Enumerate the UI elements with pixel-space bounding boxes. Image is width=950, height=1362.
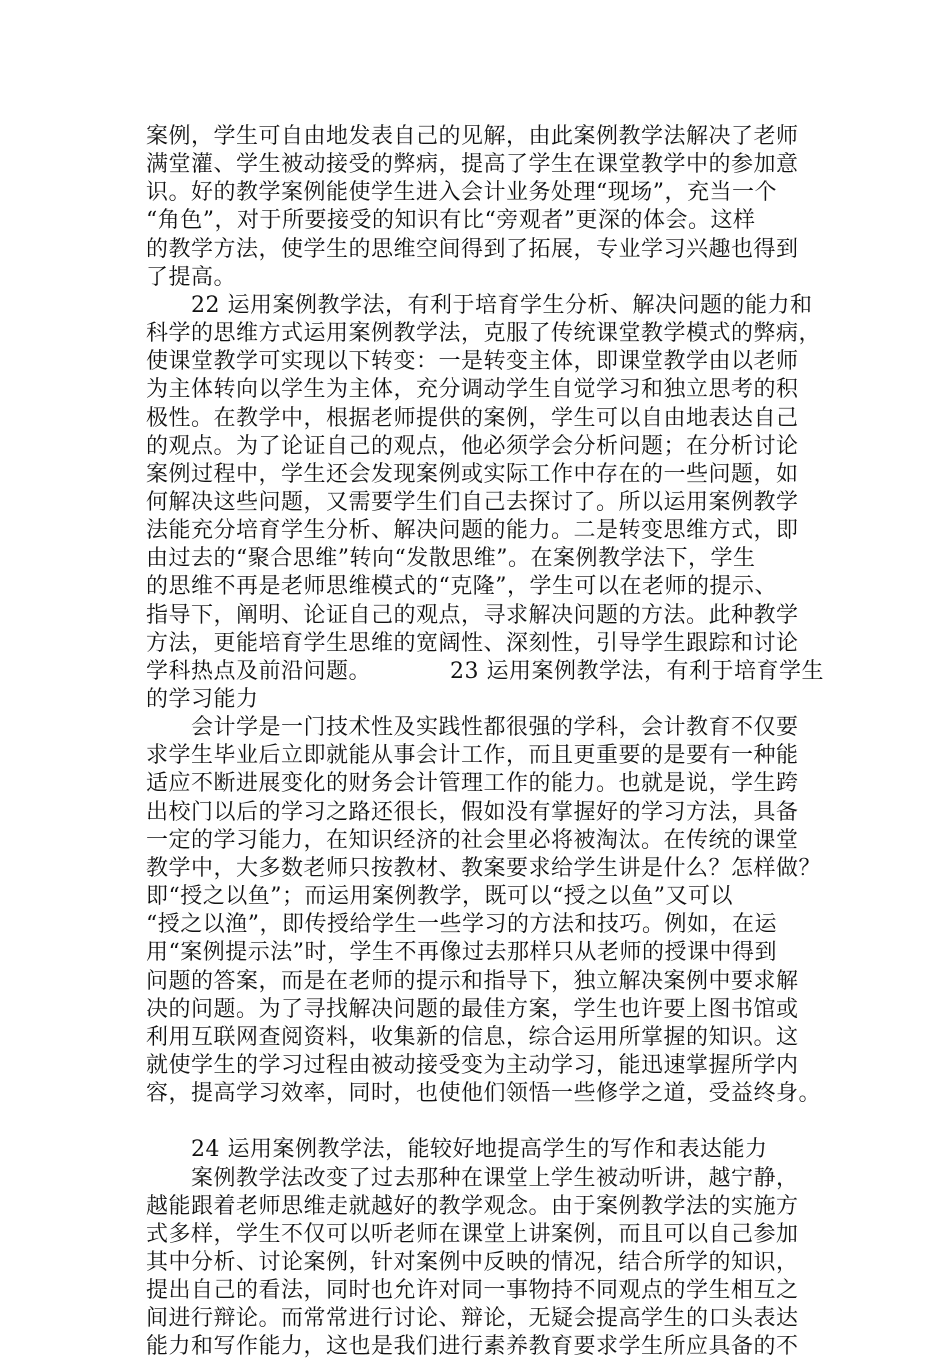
text-line: 用“案例提示法”时，学生不再像过去那样只从老师的授课中得到 bbox=[146, 940, 777, 966]
text-line: 的教学方法，使学生的思维空间得到了拓展，专业学习兴趣也得到 bbox=[146, 236, 799, 262]
text-line: 识。好的教学案例能使学生进入会计业务处理“现场”，充当一个 bbox=[146, 180, 777, 206]
text-line: 极性。在教学中，根据老师提供的案例，学生可以自由地表达自己 bbox=[146, 405, 799, 431]
text-line: 其中分析、讨论案例，针对案例中反映的情况，结合所学的知识， bbox=[146, 1250, 799, 1275]
text-line: 的思维不再是老师思维模式的“克隆”，学生可以在老师的提示、 bbox=[146, 574, 777, 600]
text-line: 方法，更能培育学生思维的宽阔性、深刻性，引导学生跟踪和讨论 bbox=[146, 630, 799, 656]
text-line: 满堂灌、学生被动接受的弊病，提高了学生在课堂教学中的参加意 bbox=[146, 152, 799, 178]
text-line: 会计学是一门技术性及实践性都很强的学科，会计教育不仅要 bbox=[146, 715, 799, 741]
text-line: 使课堂教学可实现以下转变：一是转变主体，即课堂教学由以老师 bbox=[146, 349, 799, 375]
text-line: 22 运用案例教学法，有利于培育学生分析、解决问题的能力和 bbox=[146, 292, 813, 318]
text-line: 24 运用案例教学法，能较好地提高学生的写作和表达能力 bbox=[146, 1137, 768, 1163]
text-line: 求学生毕业后立即就能从事会计工作，而且更重要的是要有一种能 bbox=[146, 743, 799, 769]
text-line: 一定的学习能力，在知识经济的社会里必将被淘汰。在传统的课堂 bbox=[146, 827, 799, 853]
text-line: 学科热点及前沿问题。 23 运用案例教学法，有利于培育学生 bbox=[146, 658, 824, 684]
text-line: 式多样，学生不仅可以听老师在课堂上讲案例，而且可以自己参加 bbox=[146, 1221, 799, 1247]
text-line: 问题的答案，而是在老师的提示和指导下，独立解决案例中要求解 bbox=[146, 968, 799, 994]
text-line: 决的问题。为了寻找解决问题的最佳方案，学生也许要上图书馆或 bbox=[146, 996, 799, 1022]
text-line: 的观点。为了论证自己的观点，他必须学会分析问题；在分析讨论 bbox=[146, 433, 799, 459]
text-line: 了提高。 bbox=[146, 264, 237, 290]
text-line: “角色”，对于所要接受的知识有比“旁观者”更深的体会。这样 bbox=[146, 208, 756, 234]
text-line: 出校门以后的学习之路还很长，假如没有掌握好的学习方法，具备 bbox=[146, 799, 799, 825]
text-line: 为主体转向以学生为主体，充分调动学生自觉学习和独立思考的积 bbox=[146, 377, 799, 403]
text-line: 即“授之以鱼”；而运用案例教学，既可以“授之以鱼”又可以 bbox=[146, 884, 733, 910]
text-line: 容，提高学习效率，同时，也使他们领悟一些修学之道，受益终身。 bbox=[146, 1081, 822, 1107]
text-line: 由过去的“聚合思维”转向“发散思维”。在案例教学法下，学生 bbox=[146, 546, 756, 572]
text-line: 何解决这些问题，又需要学生们自己去探讨了。所以运用案例教学 bbox=[146, 489, 799, 515]
text-line: 提出自己的看法，同时也允许对同一事物持不同观点的学生相互之 bbox=[146, 1278, 799, 1304]
text-line: “授之以渔”，即传授给学生一些学习的方法和技巧。例如，在运 bbox=[146, 912, 777, 938]
text-line: 间进行辩论。而常常进行讨论、辩论，无疑会提高学生的口头表达 bbox=[146, 1306, 799, 1332]
text-line: 科学的思维方式运用案例教学法，克服了传统课堂教学模式的弊病， bbox=[146, 321, 822, 347]
text-line: 能力和写作能力，这也是我们进行素养教育要求学生所应具备的不 bbox=[146, 1334, 799, 1360]
text-line: 法能充分培育学生分析、解决问题的能力。二是转变思维方式，即 bbox=[146, 518, 799, 544]
text-line: 越能跟着老师思维走就越好的教学观念。由于案例教学法的实施方 bbox=[146, 1193, 799, 1219]
text-line: 案例过程中，学生还会发现案例或实际工作中存在的一些问题，如 bbox=[146, 461, 799, 487]
text-line: 案例，学生可自由地发表自己的见解，由此案例教学法解决了老师 bbox=[146, 124, 799, 149]
text-line: 利用互联网查阅资料，收集新的信息，综合运用所掌握的知识。这 bbox=[146, 1024, 799, 1050]
text-line: 案例教学法改变了过去那种在课堂上学生被动听讲，越宁静， bbox=[146, 1165, 799, 1191]
text-line: 就使学生的学习过程由被动接受变为主动学习，能迅速掌握所学内 bbox=[146, 1052, 799, 1078]
text-line: 的学习能力 bbox=[146, 687, 259, 712]
text-line: 指导下，阐明、论证自己的观点，寻求解决问题的方法。此种教学 bbox=[146, 602, 799, 628]
text-line: 教学中，大多数老师只按教材、教案要求给学生讲是什么？怎样做？ bbox=[146, 855, 822, 881]
text-line: 适应不断进展变化的财务会计管理工作的能力。也就是说，学生跨 bbox=[146, 771, 799, 797]
